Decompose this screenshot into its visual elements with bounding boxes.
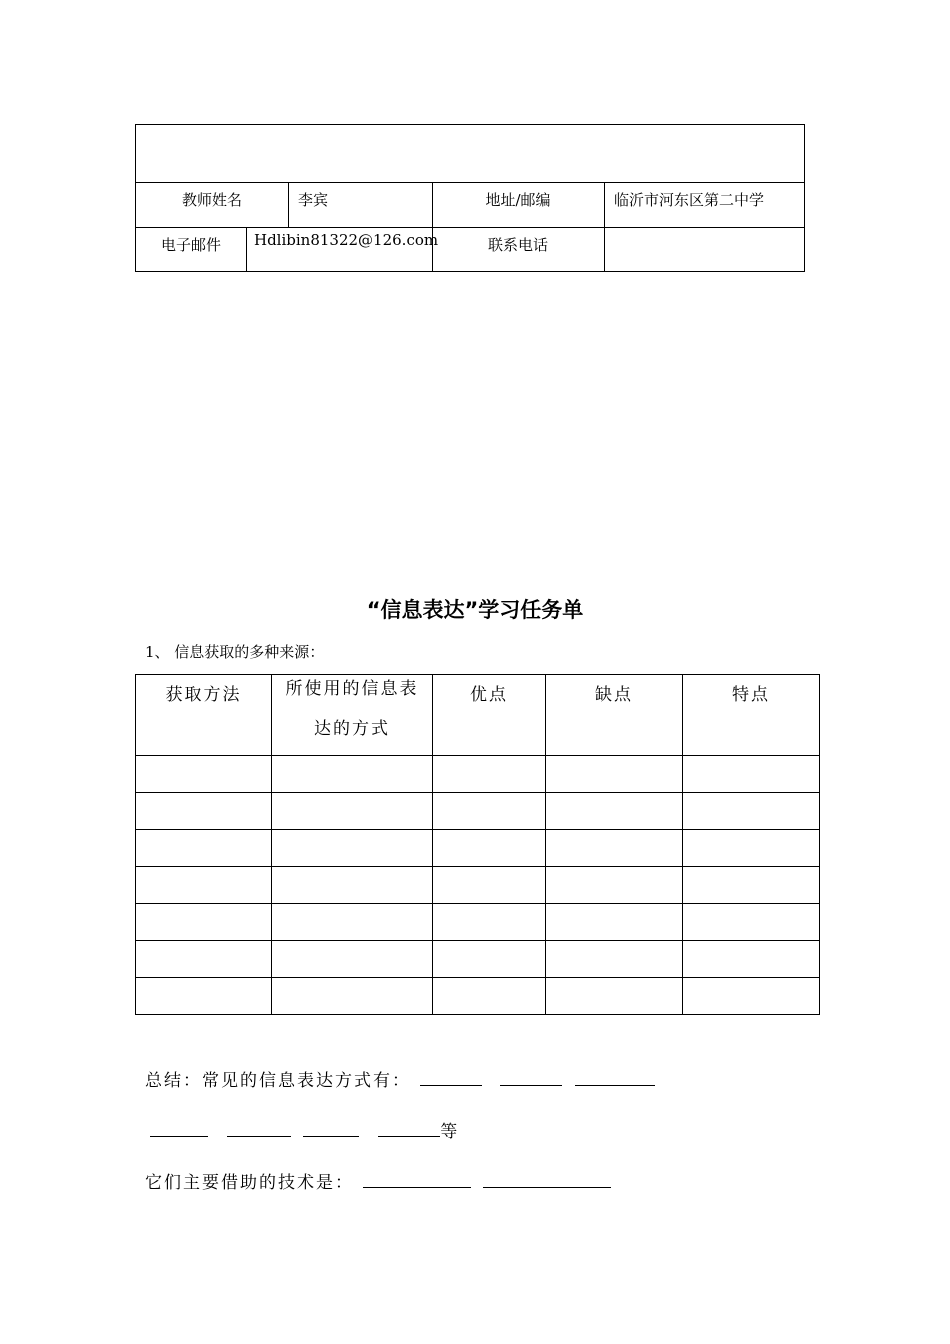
page-title: “信息表达”学习任务单	[366, 598, 584, 622]
table-cell[interactable]	[136, 941, 272, 978]
table-row	[136, 904, 820, 941]
table-cell[interactable]	[272, 941, 433, 978]
teacher-name-label: 教师姓名	[181, 191, 242, 209]
table-cell[interactable]	[546, 867, 683, 904]
table-cell[interactable]	[546, 904, 683, 941]
task-table	[135, 674, 820, 1015]
info-table	[135, 124, 805, 272]
table-cell[interactable]	[683, 941, 820, 978]
table-cell[interactable]	[433, 793, 546, 830]
table-cell[interactable]	[546, 830, 683, 867]
info-divider	[604, 182, 605, 272]
table-row	[136, 867, 820, 904]
header-expression-method	[272, 675, 433, 756]
table-cell[interactable]	[433, 941, 546, 978]
address-value: 临沂市河东区第二中学	[614, 191, 765, 209]
header-features: 特点	[683, 675, 820, 756]
table-cell[interactable]	[683, 756, 820, 793]
address-label: 地址/邮编	[485, 191, 551, 209]
table-cell[interactable]	[683, 978, 820, 1015]
answer-blank[interactable]	[303, 1118, 359, 1137]
table-cell[interactable]	[546, 793, 683, 830]
answer-blank[interactable]	[420, 1067, 482, 1086]
answer-blank[interactable]	[150, 1118, 208, 1137]
header-advantages: 优点	[433, 675, 546, 756]
phone-label: 联系电话	[487, 236, 548, 254]
table-cell[interactable]	[546, 941, 683, 978]
table-cell[interactable]	[272, 830, 433, 867]
table-row	[136, 978, 820, 1015]
summary-intro: 总结：常见的信息表达方式有：	[145, 1071, 411, 1091]
summary-line-2	[150, 1117, 459, 1142]
table-cell[interactable]	[272, 904, 433, 941]
table-cell[interactable]	[433, 756, 546, 793]
table-row	[136, 830, 820, 867]
info-divider	[136, 182, 804, 183]
table-cell[interactable]	[433, 978, 546, 1015]
summary-line-1	[145, 1066, 655, 1091]
teacher-name-value: 李宾	[298, 191, 329, 209]
table-row	[136, 756, 820, 793]
info-divider	[136, 227, 804, 228]
answer-blank[interactable]	[227, 1118, 291, 1137]
table-cell[interactable]	[136, 793, 272, 830]
email-label: 电子邮件	[160, 236, 221, 254]
table-cell[interactable]	[136, 830, 272, 867]
table-cell[interactable]	[272, 978, 433, 1015]
table-cell[interactable]	[136, 978, 272, 1015]
answer-blank[interactable]	[575, 1067, 655, 1086]
table-cell[interactable]	[433, 904, 546, 941]
table-cell[interactable]	[433, 830, 546, 867]
table-cell[interactable]	[136, 904, 272, 941]
table-cell[interactable]	[683, 793, 820, 830]
technology-question: 它们主要借助的技术是：	[145, 1173, 354, 1193]
header-expression-line2: 达的方式	[314, 719, 390, 739]
answer-blank[interactable]	[483, 1169, 611, 1188]
table-cell[interactable]	[272, 756, 433, 793]
info-divider	[288, 182, 289, 227]
question-1: 1、 信息获取的多种来源：	[145, 643, 325, 661]
table-cell[interactable]	[136, 867, 272, 904]
answer-blank[interactable]	[378, 1118, 440, 1137]
table-row	[136, 941, 820, 978]
info-divider	[246, 227, 247, 272]
table-cell[interactable]	[136, 756, 272, 793]
table-cell[interactable]	[272, 867, 433, 904]
table-cell[interactable]	[546, 756, 683, 793]
table-row	[136, 793, 820, 830]
table-cell[interactable]	[433, 867, 546, 904]
summary-etc: 等	[440, 1122, 460, 1142]
email-value: Hdlibin81322@126.com	[254, 231, 439, 249]
answer-blank[interactable]	[363, 1169, 471, 1188]
header-disadvantages: 缺点	[546, 675, 683, 756]
summary-line-3	[145, 1168, 611, 1193]
table-cell[interactable]	[683, 904, 820, 941]
table-cell[interactable]	[683, 830, 820, 867]
table-cell[interactable]	[546, 978, 683, 1015]
table-cell[interactable]	[683, 867, 820, 904]
table-cell[interactable]	[272, 793, 433, 830]
header-expression-line1: 所使用的信息表	[285, 679, 419, 699]
answer-blank[interactable]	[500, 1067, 562, 1086]
task-table-header-row	[136, 675, 820, 756]
header-method: 获取方法	[136, 675, 272, 756]
